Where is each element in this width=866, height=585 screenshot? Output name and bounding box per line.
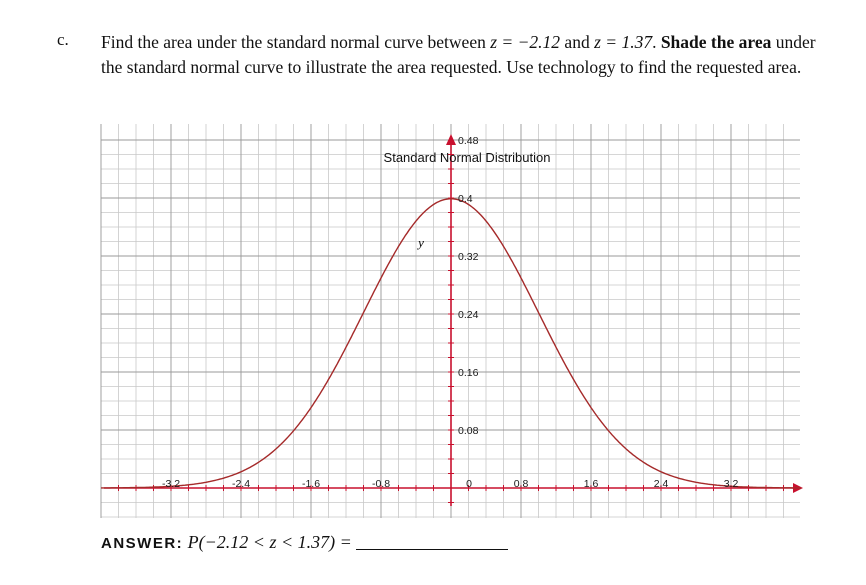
shade-instruction: Shade the area <box>660 32 772 52</box>
y-axis-arrow <box>446 134 456 145</box>
answer-line <box>101 531 508 553</box>
x-tick-label: -3.2 <box>161 478 181 490</box>
y-tick-label: 0.16 <box>458 367 479 379</box>
answer-expression: P(−2.12 < z < 1.37) = <box>187 532 352 552</box>
question-text-part-4: under the standard normal curve to illustrate the area requested. Use technology to find the requested area. <box>101 32 816 77</box>
chart-axes <box>104 134 803 506</box>
y-tick-label: 0.48 <box>458 135 479 147</box>
y-tick-label: 0.08 <box>458 425 479 437</box>
answer-label: ANSWER: <box>101 535 184 552</box>
x-tick-label: 0 <box>466 478 472 490</box>
x-tick-label: -1.6 <box>301 478 321 490</box>
x-tick-label: 1.6 <box>583 478 599 490</box>
y-axis-label: y <box>418 235 424 250</box>
x-tick-label: 0.8 <box>513 478 529 490</box>
y-tick-label: 0.32 <box>458 251 479 263</box>
question-text-part-2: and <box>560 32 595 52</box>
chart-title: Standard Normal Distribution <box>383 150 551 165</box>
z-lower-bound: z = −2.12 <box>490 32 561 52</box>
x-tick-label: -2.4 <box>231 478 251 490</box>
y-tick-label: 0.4 <box>458 193 473 205</box>
x-tick-label: 3.2 <box>723 478 739 490</box>
z-upper-bound: z = 1.37 <box>594 32 653 52</box>
question-label: c. <box>57 30 69 49</box>
question-text-part-3: . <box>652 32 661 52</box>
x-tick-label: 2.4 <box>653 478 669 490</box>
question-text-part-1: Find the area under the standard normal curve between <box>101 32 491 52</box>
x-tick-label: -0.8 <box>371 478 391 490</box>
y-tick-label: 0.24 <box>458 309 479 321</box>
answer-blank[interactable] <box>356 531 508 550</box>
